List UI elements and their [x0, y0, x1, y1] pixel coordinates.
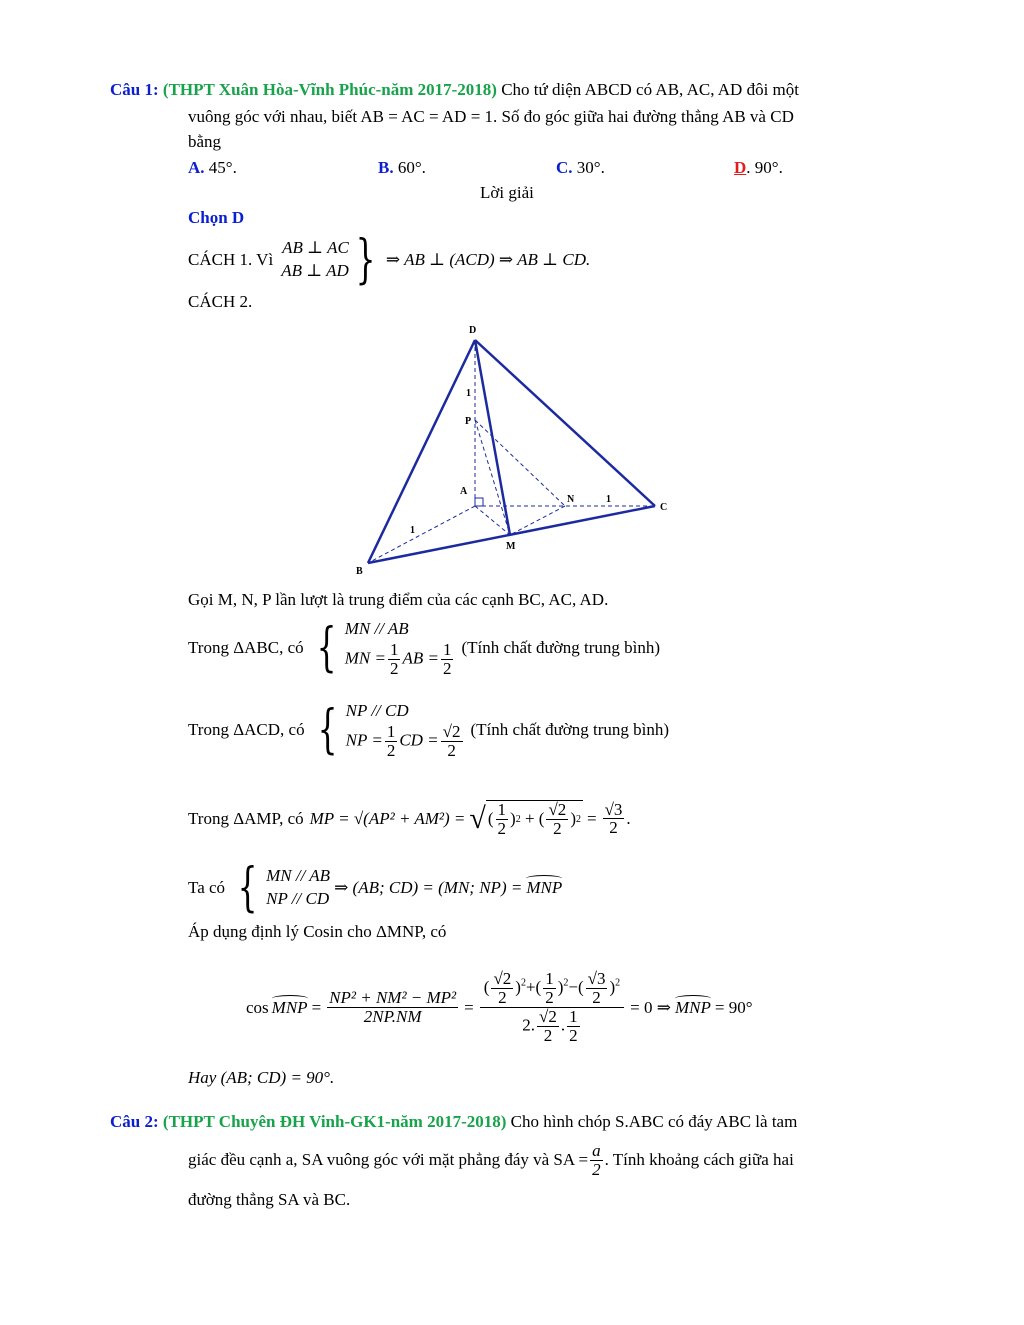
method-1-system: AB ⊥ AC AB ⊥ AD }	[281, 230, 376, 290]
q2-stem-1: Cho hình chóp S.ABC có đáy ABC là tam	[510, 1112, 798, 1131]
label-length-AB: 1	[410, 525, 415, 536]
conclusion: Hay (AB; CD) = 90°.	[188, 1068, 335, 1087]
edge-DB	[368, 340, 475, 563]
q2-source: (THPT Chuyên ĐH Vinh-GK1-năm 2017-2018)	[162, 1112, 507, 1131]
label-A: A	[460, 486, 468, 497]
q2-stem-2: giác đều cạnh a, SA vuông góc với mặt phẳng đáy và SA = $\frac{a}{2}$ . Tính khoảng cách giữa hai	[188, 1141, 794, 1179]
label-length-DP: 1	[466, 388, 471, 399]
q1-stem-3: bằng	[188, 132, 222, 151]
choose-answer: Chọn D	[188, 208, 245, 227]
cosine-rule-statement: Áp dụng định lý Cosin cho ΔMNP, có	[188, 922, 447, 941]
solution-title: Lời giải	[480, 183, 534, 202]
acd-system: Trong ΔACD, có { NP // CD NP = $\frac{1}{2}$ CD = $\frac{√2}{2}$ (Tính chất đường trung bình)	[188, 699, 670, 760]
q1-stem-1: Cho tứ diện ABCD có AB, AC, AD đôi một	[501, 80, 799, 99]
q2-header	[110, 1112, 797, 1132]
q1-stem-2: vuông góc với nhau, biết AB = AC = AD = 1. Số đo góc giữa hai đường thẳng AB và CD	[188, 107, 794, 126]
q1-source: (THPT Xuân Hòa-Vĩnh Phúc-năm 2017-2018)	[162, 80, 497, 99]
q2-label: Câu 2:	[110, 1112, 159, 1131]
abc-system: Trong ΔABC, có { MN // AB MN = $\frac{1}{2}$ AB = $\frac{1}{2}$ (Tính chất đường trung bình)	[188, 617, 661, 678]
option-d-correct: D. 90°.	[734, 158, 783, 177]
label-P: P	[465, 416, 472, 427]
q2-stem-3: đường thẳng SA và BC.	[188, 1190, 351, 1209]
amp-line: Trong ΔAMP, có MP = √(AP² + AM²) = √ ( $\frac{1}{2}$ ) 2 + ( $\frac{√2}{2}$ ) 2 = $\frac{√3}{2}$ .	[188, 799, 631, 838]
method-2: CÁCH 2.	[188, 292, 253, 311]
option-a: A. 45°.	[188, 158, 237, 177]
q1-label: Câu 1:	[110, 80, 159, 99]
method-1: CÁCH 1. Vì AB ⊥ AC AB ⊥ AD } ⇒ AB ⊥ (ACD) ⇒ AB ⊥ CD.	[188, 230, 591, 290]
right-angle-mark	[475, 498, 483, 506]
tetrahedron-figure	[350, 320, 680, 580]
label-M: M	[506, 541, 516, 552]
cosine-formula: cos MNP = $\frac{\text{NP² + NM² − MP²}}{2NP.NM}$ = ( $\frac{√2}{2}$ )$^2$+( $\frac{1}{2}$ )$^2$−( $\frac{√3}{2}$ )$^2$ 2. $\frac{√2}{2}$ . $\frac{1}{2}$ = 0 ⇒ MNP = 90°	[246, 969, 753, 1045]
taco-line: Ta có { MN // AB NP // CD ⇒ (AB; CD) = (MN; NP) = MNP	[188, 858, 563, 918]
label-B: B	[356, 566, 363, 577]
segment-NM	[510, 506, 565, 535]
label-length-NC: 1	[606, 494, 611, 505]
midpoints-statement: Gọi M, N, P lần lượt là trung điểm của các cạnh BC, AC, AD.	[188, 590, 609, 609]
option-c: C. 30°.	[556, 158, 605, 177]
label-D: D	[469, 325, 477, 336]
edge-AB	[368, 506, 475, 563]
label-N: N	[567, 494, 575, 505]
edge-DC	[475, 340, 655, 506]
option-b: B. 60°.	[378, 158, 426, 177]
label-C: C	[660, 502, 668, 513]
